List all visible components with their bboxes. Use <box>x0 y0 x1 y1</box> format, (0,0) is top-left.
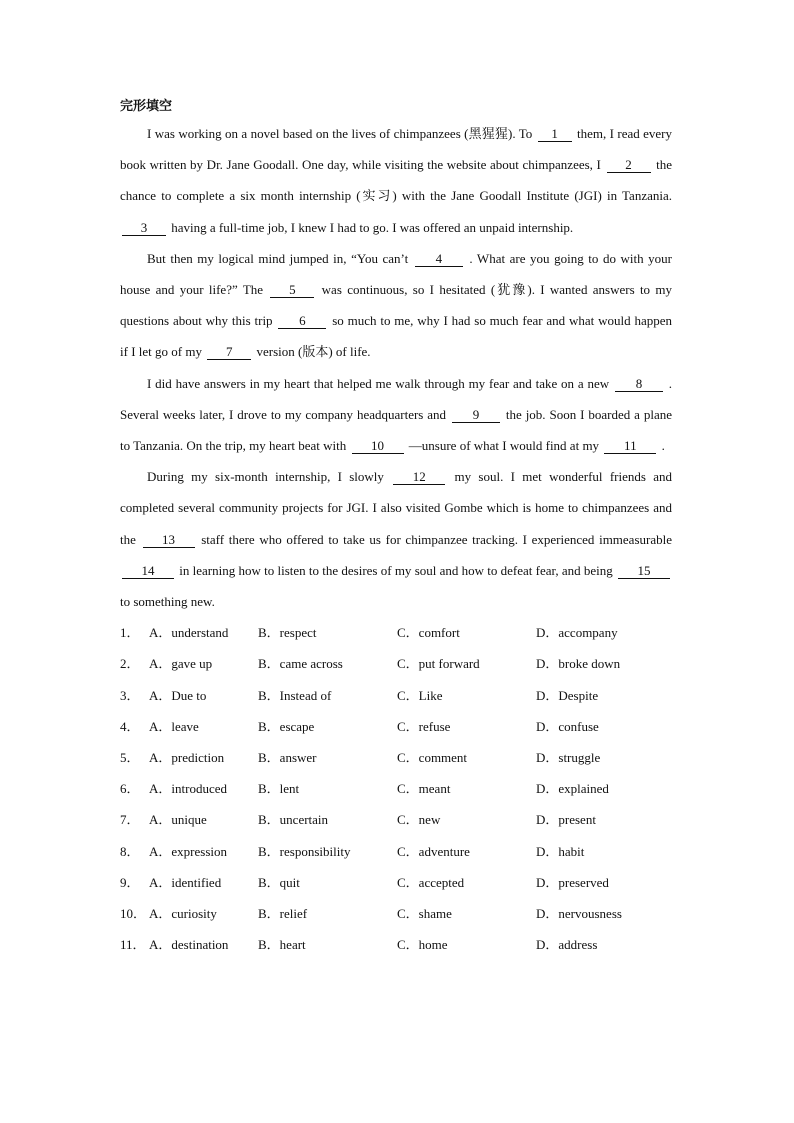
passage-text: During my six-month internship, I slowly <box>147 469 392 485</box>
passage-text: I did have answers in my heart that helped me walk through my fear and take on a new <box>147 375 613 391</box>
passage-paragraph <box>120 461 672 617</box>
answer-blank: 10 <box>352 439 404 454</box>
question-number: 5． <box>120 750 140 765</box>
question-row <box>120 680 672 711</box>
question-row <box>120 836 672 867</box>
option-d: D．habit <box>536 843 585 859</box>
answer-blank: 11 <box>604 439 656 454</box>
passage-paragraph <box>120 243 672 368</box>
option-b: B．respect <box>258 625 317 641</box>
passage <box>120 118 672 617</box>
question-number: 11． <box>120 937 146 953</box>
answer-blank: 5 <box>270 283 314 298</box>
question-row <box>120 898 672 929</box>
answer-blank: 14 <box>122 564 174 579</box>
answer-blank: 7 <box>207 345 251 360</box>
option-a: A．prediction <box>149 750 225 765</box>
option-c: C．meant <box>397 781 451 797</box>
passage-text: the chance to complete a six month internship (实习) with the Jane Goodall Institute (JGI) in Tanzania. <box>120 157 672 204</box>
passage-text: my soul. I met wonderful friends and completed several community projects for JGI. I also visited Gombe which is home to chimpanzees and the <box>120 469 672 547</box>
question-row <box>120 648 672 679</box>
passage-text: . Several weeks later, I drove to my company headquarters and <box>120 375 673 422</box>
question-row <box>120 867 672 898</box>
passage-text: the job. Soon I boarded a plane to Tanzania. On the trip, my heart beat with <box>120 406 672 454</box>
option-b: B．Instead of <box>258 687 332 703</box>
question-row <box>120 617 672 648</box>
option-c: C．comfort <box>397 625 460 641</box>
option-c: C．Like <box>397 687 443 703</box>
question-number: 10． <box>120 905 147 921</box>
option-a: A．Due to <box>149 687 207 703</box>
option-b: B．lent <box>258 781 300 797</box>
answer-blank: 3 <box>122 221 166 236</box>
option-d: D．broke down <box>536 656 621 672</box>
option-d: D．accompany <box>536 625 618 641</box>
answer-blank: 12 <box>393 470 445 485</box>
option-a: A．expression <box>149 843 227 859</box>
option-c: C．new <box>397 812 441 828</box>
option-d: D．present <box>536 812 596 828</box>
passage-text: was continuous, so I hesitated (犹豫). I wanted answers to my questions about why this trip <box>120 282 672 329</box>
question-row <box>120 742 672 773</box>
passage-text: in learning how to listen to the desires of my soul and how to defeat fear, and being <box>176 562 616 578</box>
answer-blank: 8 <box>615 377 663 392</box>
passage-paragraph <box>120 368 672 462</box>
question-row <box>120 773 672 804</box>
option-d: D．confuse <box>536 718 599 734</box>
option-d: D．preserved <box>536 874 609 890</box>
option-b: B．uncertain <box>258 812 329 828</box>
answer-blank: 13 <box>143 533 195 548</box>
option-a: A．curiosity <box>149 905 217 921</box>
answer-blank: 15 <box>618 564 670 579</box>
passage-text: . What are you going to do with your house and your life?” The <box>120 250 672 298</box>
passage-text: . <box>658 438 665 454</box>
passage-text: —unsure of what I would find at my <box>405 438 603 454</box>
answer-blank: 9 <box>452 408 500 423</box>
option-d: D．address <box>536 937 598 953</box>
answer-blank: 1 <box>538 127 572 142</box>
option-d: D．nervousness <box>536 905 622 921</box>
option-a: A．understand <box>149 625 229 641</box>
answer-blank: 2 <box>607 158 651 173</box>
option-b: B．relief <box>258 905 308 921</box>
answer-blank: 6 <box>278 314 326 329</box>
option-d: D．explained <box>536 781 609 797</box>
option-a: A．unique <box>149 812 207 828</box>
option-b: B．responsibility <box>258 843 351 859</box>
question-row <box>120 711 672 742</box>
option-c: C．adventure <box>397 843 470 859</box>
option-a: A．destination <box>149 937 229 953</box>
option-a: A．introduced <box>149 781 227 797</box>
option-c: C．comment <box>397 750 468 765</box>
option-a: A．identified <box>149 874 222 890</box>
option-c: C．put forward <box>397 656 480 672</box>
option-b: B．answer <box>258 750 317 765</box>
option-d: D．struggle <box>536 750 601 765</box>
option-c: C．home <box>397 937 448 953</box>
option-c: C．shame <box>397 905 452 921</box>
option-d: D．Despite <box>536 687 599 703</box>
passage-paragraph <box>120 118 672 243</box>
passage-text: so much to me, why I had so much fear and what would happen if I let go of my <box>120 313 672 360</box>
question-number: 7． <box>120 812 140 828</box>
option-c: C．refuse <box>397 718 451 734</box>
question-number: 4． <box>120 718 140 734</box>
passage-text: to something new. <box>120 594 215 610</box>
answer-blank: 4 <box>415 252 463 267</box>
option-b: B．heart <box>258 937 306 953</box>
option-c: C．accepted <box>397 874 465 890</box>
question-number: 9． <box>120 874 140 890</box>
question-number: 1． <box>120 625 140 641</box>
question-number: 8． <box>120 843 140 859</box>
passage-text: them, I read every book written by Dr. Jane Goodall. One day, while visiting the website about chimpanzees, I <box>120 126 673 173</box>
question-options <box>120 617 672 960</box>
question-row <box>120 804 672 835</box>
section-title: 完形填空 <box>120 99 173 114</box>
question-number: 3． <box>120 687 140 703</box>
passage-text: But then my logical mind jumped in, “You can’t <box>147 250 413 266</box>
option-b: B．came across <box>258 656 343 672</box>
option-b: B．quit <box>258 874 300 890</box>
question-number: 2． <box>120 656 140 672</box>
passage-text: I was working on a novel based on the lives of chimpanzees (黑猩猩). To <box>147 126 536 141</box>
question-row <box>120 929 672 960</box>
document-page <box>120 96 672 960</box>
option-b: B．escape <box>258 718 315 734</box>
passage-text: staff there who offered to take us for chimpanzee tracking. I experienced immeasurable <box>196 531 672 547</box>
question-number: 6． <box>120 781 140 797</box>
option-a: A．leave <box>149 718 199 734</box>
passage-text: version (版本) of life. <box>253 344 371 360</box>
passage-text: having a full-time job, I knew I had to go. I was offered an unpaid internship. <box>168 219 574 235</box>
option-a: A．gave up <box>149 656 213 672</box>
